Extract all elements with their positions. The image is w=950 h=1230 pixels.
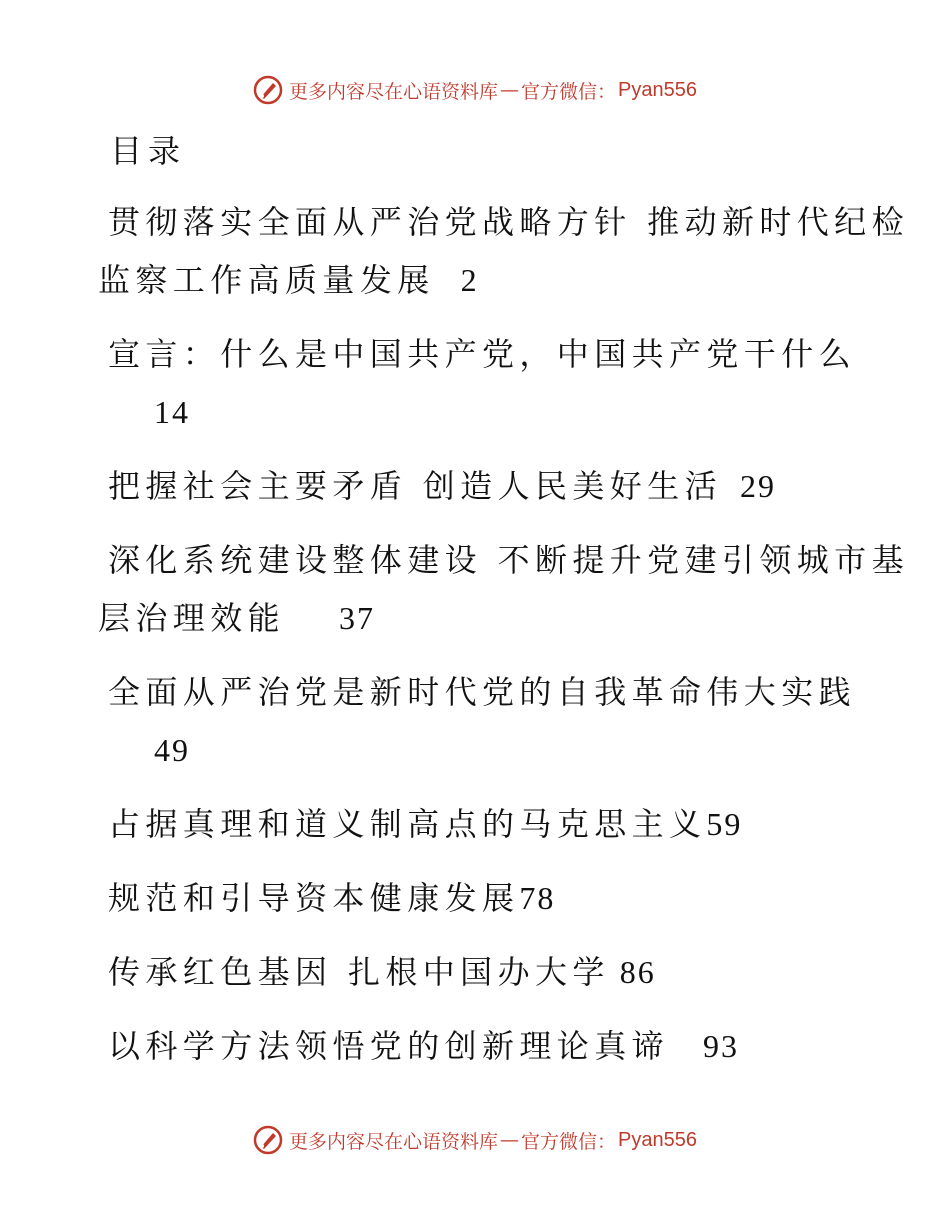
toc-entry-6 xyxy=(108,804,742,844)
toc-entry-8-title: 传承红色基因 扎根中国办大学 xyxy=(108,953,610,991)
watermark-id: Pyan556 xyxy=(618,78,697,101)
toc-entry-2-line1: 宣言：什么是中国共产党，中国共产党干什么 xyxy=(108,335,857,373)
watermark-text: 更多内容尽在心语资料库 xyxy=(289,1130,499,1153)
toc-entry-2-page-line xyxy=(154,392,190,432)
toc-entry-1-title-cont: 监察工作高质量发展 xyxy=(98,261,435,299)
toc-entry-7-title: 规范和引导资本健康发展 xyxy=(108,879,520,917)
watermark-text: 更多内容尽在心语资料库 xyxy=(289,80,499,103)
watermark-label: 官方微信： xyxy=(521,1130,617,1153)
watermark-dash: — xyxy=(500,1129,520,1151)
watermark-label: 官方微信： xyxy=(521,80,617,103)
toc-entry-1-line2 xyxy=(98,260,479,300)
toc-entry-8-page: 86 xyxy=(619,954,656,990)
toc-entry-5-page-line xyxy=(154,730,190,770)
watermark-banner-bottom xyxy=(0,1120,950,1160)
toc-entry-3 xyxy=(108,466,776,506)
toc-entry-7-page: 78 xyxy=(519,880,556,916)
watermark-id: Pyan556 xyxy=(618,1128,697,1151)
toc-entry-8 xyxy=(108,952,656,992)
toc-entry-4-title-cont: 层治理效能 xyxy=(98,599,286,637)
pen-logo-icon xyxy=(253,1125,283,1155)
toc-entry-2-page: 14 xyxy=(154,394,190,430)
toc-entry-3-title: 把握社会主要矛盾 创造人民美好生活 xyxy=(108,467,722,505)
toc-entry-1-page: 2 xyxy=(460,262,479,298)
toc-title: 目录 xyxy=(110,132,187,170)
toc-entry-1-line1: 贯彻落实全面从严治党战略方针 推动新时代纪检 xyxy=(108,203,909,241)
toc-entry-4-page: 37 xyxy=(339,600,376,636)
toc-entry-7 xyxy=(108,878,555,918)
toc-entry-6-page: 59 xyxy=(706,806,743,842)
pen-logo-icon xyxy=(253,75,283,105)
watermark-banner-top xyxy=(0,70,950,110)
toc-entry-4-line2 xyxy=(98,598,375,638)
toc-entry-5-page: 49 xyxy=(154,732,190,768)
watermark-dash: — xyxy=(500,79,520,101)
toc-entry-5-line1: 全面从严治党是新时代党的自我革命伟大实践 xyxy=(108,673,857,711)
toc-entry-9-page: 93 xyxy=(703,1028,740,1064)
toc-entry-3-page: 29 xyxy=(739,468,776,504)
toc-entry-9-title: 以科学方法领悟党的创新理论真谛 xyxy=(108,1027,670,1065)
toc-entry-9 xyxy=(108,1026,739,1066)
toc-entry-4-line1: 深化系统建设整体建设 不断提升党建引领城市基 xyxy=(108,541,909,579)
toc-entry-6-title: 占据真理和道义制高点的马克思主义 xyxy=(108,805,707,843)
